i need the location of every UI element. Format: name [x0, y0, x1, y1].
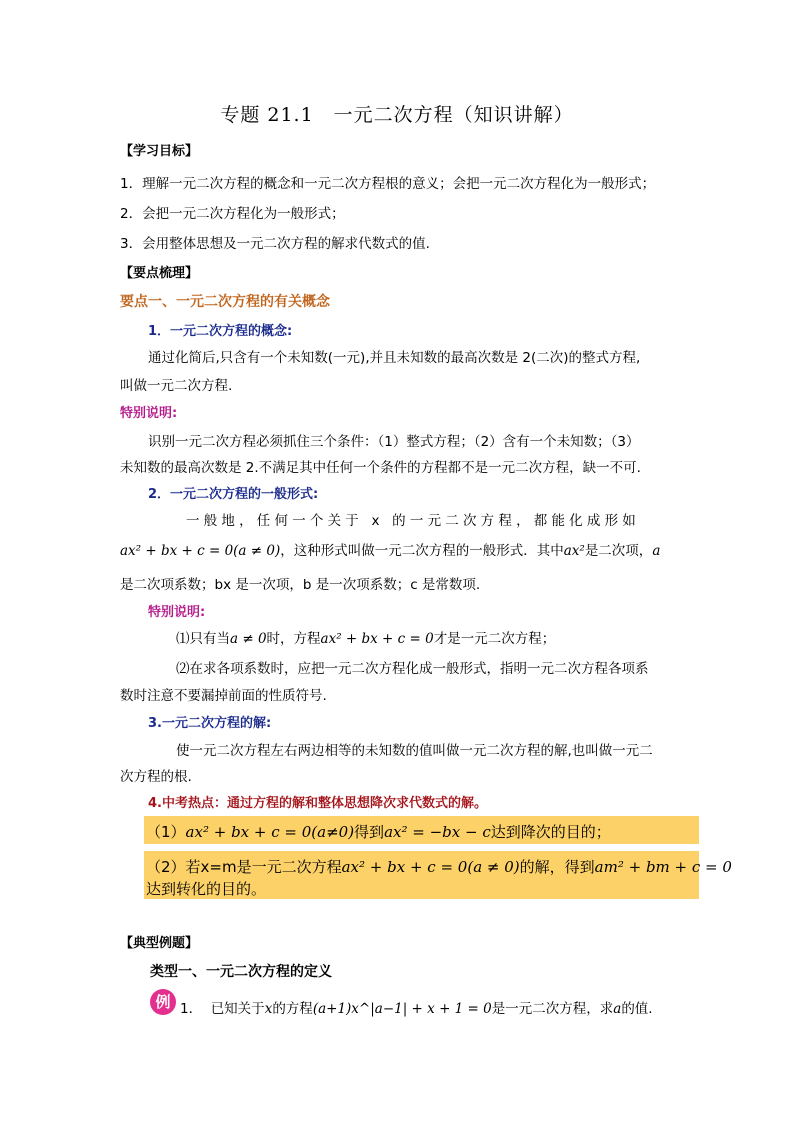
- concept-text-1: 通过化简后,只含有一个未知数(一元),并且未知数的最高次数是 2(二次)的整式方程,: [148, 350, 641, 366]
- example1-a: a: [613, 1001, 622, 1017]
- examples-heading: 【典型例题】: [120, 936, 199, 951]
- hl2-eq1: ax² + bx + c = 0(a ≠ 0): [341, 858, 520, 876]
- hl2-mid: 的解，得到: [519, 858, 595, 876]
- solution-heading: 3.一元二次方程的解:: [148, 716, 272, 731]
- special2-item1-pre: ⑴只有当: [176, 631, 230, 647]
- hl1-pre: （1）: [146, 823, 186, 841]
- type1-heading: 类型一、一元二次方程的定义: [150, 964, 332, 980]
- example1-post: 的值.: [621, 1001, 653, 1017]
- example1-mid2: 是一元二次方程，求: [491, 1001, 614, 1017]
- solution-text-1: 使一元二次方程左右两边相等的未知数的值叫做一元二次方程的解,也叫做一元二: [176, 743, 653, 759]
- solution-text-2: 次方程的根.: [120, 769, 192, 785]
- general-formula: ax² + bx + c = 0(a ≠ 0): [120, 543, 281, 559]
- points-heading: 【要点梳理】: [120, 266, 199, 281]
- highlight-line-2: [146, 856, 732, 877]
- general-text-1: 一般地，任何一个关于 x 的一元二次方程，都能化成形如: [186, 513, 640, 529]
- special2-item1-eq: ax² + bx + c = 0: [320, 631, 434, 647]
- example-badge: 例: [150, 989, 176, 1015]
- special2-item1: [176, 627, 555, 647]
- hl1-eq1: ax² + bx + c = 0(a≠0): [185, 823, 355, 841]
- special-text-1b: 未知数的最高次数是 2.不满足其中任何一个条件的方程都不是一元二次方程，缺一不可.: [120, 460, 641, 476]
- example1-mid: 的方程: [272, 1001, 313, 1017]
- page-title: 专题 21.1 一元二次方程（知识讲解）: [220, 104, 574, 126]
- general-text-2: ，这种形式叫做一元二次方程的一般形式．其中: [280, 543, 564, 559]
- highlight-line-1: [146, 821, 611, 842]
- concept-heading: 1．一元二次方程的概念:: [148, 324, 293, 339]
- example1-eq: (a+1)x^|a−1| + x + 1 = 0: [312, 1001, 492, 1017]
- special-text-1a: 识别一元二次方程必须抓住三个条件：（1）整式方程；（2）含有一个未知数；（3）: [148, 434, 640, 450]
- example1-pre: 已知关于: [210, 1001, 265, 1017]
- special2-item2b: 数时注意不要漏掉前面的性质符号.: [120, 688, 327, 704]
- special2-item2a: ⑵在求各项系数时，应把一元二次方程化成一般形式，指明一元二次方程各项系: [176, 661, 649, 677]
- objectives-heading: 【学习目标】: [120, 144, 199, 159]
- special2-item1-post: 才是一元二次方程；: [433, 631, 556, 647]
- hl1-eq2: ax² = −bx − c: [384, 823, 491, 841]
- special-note-1: 特别说明:: [120, 406, 178, 421]
- hl2-line2: 达到转化的目的。: [146, 880, 267, 898]
- special2-item1-mid: 时，方程: [266, 631, 321, 647]
- general-ax2: ax²: [563, 543, 585, 559]
- hl1-post: 达到降次的目的；: [490, 823, 611, 841]
- special2-item1-cond: a ≠ 0: [230, 631, 267, 647]
- general-text-4: 是二次项系数；bx 是一次项，b 是一次项系数；c 是常数项.: [120, 577, 481, 593]
- objective-1: 1．理解一元二次方程的概念和一元二次方程根的意义；会把一元二次方程化为一般形式；: [120, 176, 656, 192]
- hl2-pre: （2）若x=m是一元二次方程: [146, 858, 342, 876]
- point1-heading: 要点一、一元二次方程的有关概念: [120, 294, 330, 310]
- example1-num: 1．: [180, 1001, 203, 1017]
- general-a: a: [652, 543, 661, 559]
- objective-3: 3．会用整体思想及一元二次方程的解求代数式的值.: [120, 236, 430, 252]
- hl1-mid: 得到: [354, 823, 385, 841]
- general-text-3: 是二次项，: [584, 543, 653, 559]
- general-line-2: [120, 539, 660, 559]
- hot-heading: 4.中考热点：通过方程的解和整体思想降次求代数式的解。: [148, 796, 487, 811]
- hl2-eq2: am² + bm + c = 0: [594, 858, 732, 876]
- example-1: [180, 997, 653, 1017]
- objective-2: 2．会把一元二次方程化为一般形式；: [120, 206, 345, 222]
- general-heading: 2．一元二次方程的一般形式:: [148, 487, 319, 502]
- concept-text-2: 叫做一元二次方程.: [120, 378, 233, 394]
- special-note-2: 特别说明:: [148, 605, 206, 620]
- example1-x: x: [264, 1001, 273, 1017]
